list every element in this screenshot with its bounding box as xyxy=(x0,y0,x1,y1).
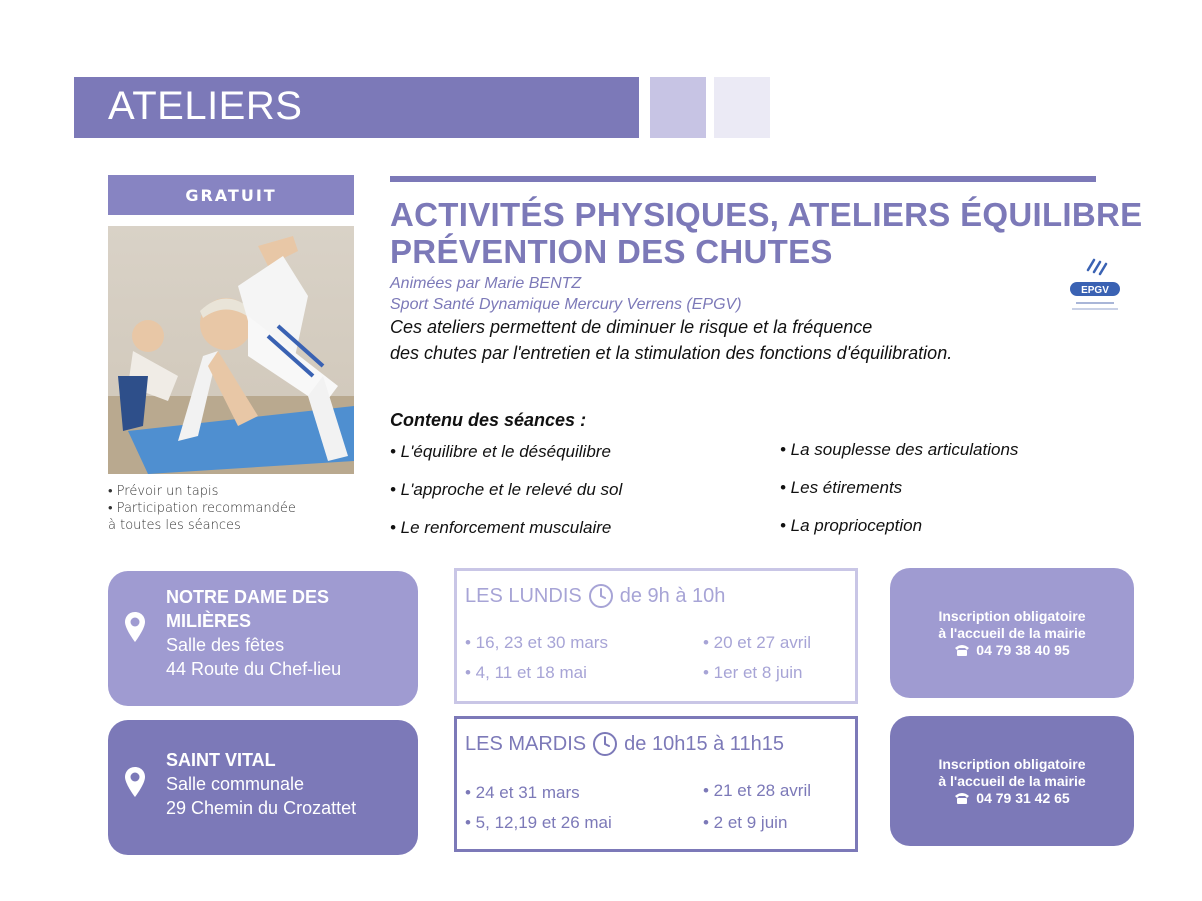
description-line1: Ces ateliers permettent de diminuer le risque et la fréquence xyxy=(390,317,873,337)
schedule-mondays xyxy=(454,568,858,704)
location-name-line1: NOTRE DAME DES xyxy=(166,587,330,607)
schedule-date: • 24 et 31 mars xyxy=(465,783,580,802)
main-title-line2: PRÉVENTION DES CHUTES xyxy=(390,233,833,270)
location-address: 29 Chemin du Crozattet xyxy=(166,798,357,818)
schedule-time: de 10h15 à 11h15 xyxy=(624,732,784,755)
list-item: • La proprioception xyxy=(780,516,923,535)
content-list-right xyxy=(780,440,1018,554)
phone-icon xyxy=(954,791,970,805)
header-square-1 xyxy=(650,77,706,138)
content-list-left xyxy=(390,442,622,556)
epgv-logo-text: EPGV xyxy=(1081,285,1109,296)
note-participation: • Participation recommandée xyxy=(108,501,296,516)
map-pin-icon xyxy=(124,611,146,643)
schedule-date: • 4, 11 et 18 mai xyxy=(465,663,587,682)
inscription-box-1 xyxy=(890,568,1134,698)
location-saint-vital xyxy=(108,720,418,855)
schedule-date: • 16, 23 et 30 mars xyxy=(465,633,608,652)
clock-icon xyxy=(592,731,618,757)
section-title: ATELIERS xyxy=(108,84,303,128)
main-title-line1: ACTIVITÉS PHYSIQUES, ATELIERS ÉQUILIBRE xyxy=(390,196,1143,233)
inscription-line1: Inscription obligatoire xyxy=(938,607,1086,624)
content-heading: Contenu des séances : xyxy=(390,410,587,430)
location-room: Salle communale xyxy=(166,774,305,794)
location-name-line2: MILIÈRES xyxy=(166,611,252,631)
notes xyxy=(108,483,358,534)
location-room: Salle des fêtes xyxy=(166,635,285,655)
phone-icon xyxy=(954,643,970,657)
schedule-time: de 9h à 10h xyxy=(619,584,726,607)
description-line2: des chutes par l'entretien et la stimulation des fonctions d'équilibration. xyxy=(390,343,953,363)
schedule-date: • 1er et 8 juin xyxy=(703,663,803,682)
map-pin-icon xyxy=(124,766,146,798)
schedule-tuesdays xyxy=(454,716,858,852)
list-item: • Les étirements xyxy=(780,478,903,497)
schedule-day: LES MARDIS xyxy=(465,732,587,755)
list-item: • Le renforcement musculaire xyxy=(390,518,612,537)
note-mat: • Prévoir un tapis xyxy=(108,484,219,499)
subtitle xyxy=(390,273,742,315)
inscription-phone[interactable]: 04 79 31 42 65 xyxy=(976,789,1070,806)
location-text xyxy=(166,748,356,820)
description xyxy=(390,314,952,366)
inscription-phone[interactable]: 04 79 38 40 95 xyxy=(976,641,1070,658)
title-rule xyxy=(390,176,1096,182)
list-item: • L'équilibre et le déséquilibre xyxy=(390,442,611,461)
list-item: • L'approche et le relevé du sol xyxy=(390,480,623,499)
location-text xyxy=(166,585,341,681)
schedule-date: • 21 et 28 avril xyxy=(703,781,812,800)
schedule-date: • 5, 12,19 et 26 mai xyxy=(465,813,612,832)
schedule-date: • 2 et 9 juin xyxy=(703,813,788,832)
subtitle-line1: Animées par Marie BENTZ xyxy=(390,275,582,292)
inscription-line2: à l'accueil de la mairie xyxy=(938,772,1086,789)
note-all-sessions: à toutes les séances xyxy=(108,518,241,533)
location-address: 44 Route du Chef-lieu xyxy=(166,659,342,679)
list-item: • La souplesse des articulations xyxy=(780,440,1019,459)
main-title xyxy=(390,196,1142,270)
header-square-2 xyxy=(714,77,770,138)
inscription-line1: Inscription obligatoire xyxy=(938,755,1086,772)
free-badge: GRATUIT xyxy=(108,175,354,215)
inscription-box-2 xyxy=(890,716,1134,846)
inscription-line2: à l'accueil de la mairie xyxy=(938,624,1086,641)
schedule-day: LES LUNDIS xyxy=(465,584,582,607)
schedule-date: • 20 et 27 avril xyxy=(703,633,812,652)
location-notre-dame xyxy=(108,571,418,706)
clock-icon xyxy=(588,583,614,609)
exercise-photo xyxy=(108,226,354,474)
location-name-line1: SAINT VITAL xyxy=(166,750,276,770)
subtitle-line2: Sport Santé Dynamique Mercury Verrens (EPGV) xyxy=(390,296,742,313)
epgv-logo xyxy=(1064,256,1126,316)
